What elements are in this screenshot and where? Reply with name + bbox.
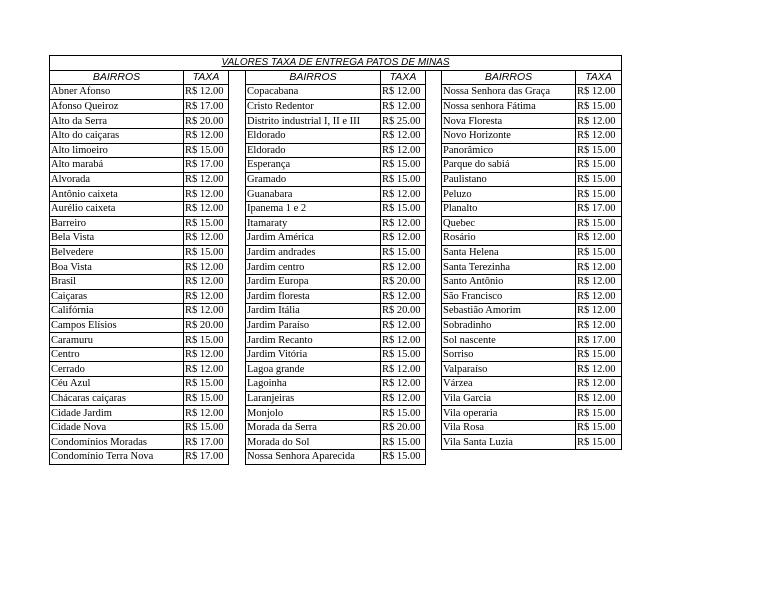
column-gap	[229, 216, 246, 231]
taxa-cell: R$ 15.00	[576, 158, 622, 173]
column-gap	[229, 274, 246, 289]
bairro-cell: Cerrado	[50, 362, 184, 377]
taxa-cell: R$ 15.00	[184, 420, 229, 435]
bairro-cell: Alto do caiçaras	[50, 128, 184, 143]
bairro-cell: Itamaraty	[246, 216, 381, 231]
column-gap	[426, 347, 442, 362]
bairro-cell: Jardim Vitória	[246, 347, 381, 362]
taxa-cell: R$ 15.00	[184, 143, 229, 158]
taxa-cell: R$ 12.00	[184, 362, 229, 377]
column-gap	[229, 143, 246, 158]
bairro-cell: Ipanema 1 e 2	[246, 201, 381, 216]
taxa-cell: R$ 15.00	[381, 158, 426, 173]
bairro-cell: Jardim Recanto	[246, 333, 381, 348]
bairro-cell: Eldorado	[246, 128, 381, 143]
column-gap	[229, 158, 246, 173]
bairro-cell: Santa Terezinha	[442, 260, 576, 275]
table-row	[50, 187, 622, 202]
bairro-cell: Distrito industrial I, II e III	[246, 114, 381, 129]
bairro-cell: Cidade Nova	[50, 420, 184, 435]
taxa-cell: R$ 12.00	[381, 362, 426, 377]
column-gap	[426, 70, 442, 85]
taxa-cell: R$ 12.00	[381, 391, 426, 406]
bairro-cell: Sobradinho	[442, 318, 576, 333]
column-gap	[426, 289, 442, 304]
taxa-cell: R$ 15.00	[381, 201, 426, 216]
header-bairros-3: BAIRROS	[442, 70, 576, 85]
taxa-cell: R$ 15.00	[576, 216, 622, 231]
taxa-cell: R$ 15.00	[184, 216, 229, 231]
bairro-cell: Peluzo	[442, 187, 576, 202]
taxa-cell: R$ 12.00	[381, 289, 426, 304]
column-gap	[229, 362, 246, 377]
bairro-cell: Alto da Serra	[50, 114, 184, 129]
table-row	[50, 201, 622, 216]
bairro-cell: Alto marabá	[50, 158, 184, 173]
bairro-cell: Planalto	[442, 201, 576, 216]
bairro-cell: Novo Horizonte	[442, 128, 576, 143]
bairro-cell: Barreiro	[50, 216, 184, 231]
taxa-cell: R$ 12.00	[381, 231, 426, 246]
bairro-cell: Vila Garcia	[442, 391, 576, 406]
taxa-cell: R$ 17.00	[576, 201, 622, 216]
table-row	[50, 114, 622, 129]
taxa-cell: R$ 15.00	[184, 377, 229, 392]
taxa-cell: R$ 12.00	[381, 187, 426, 202]
header-bairros-2: BAIRROS	[246, 70, 381, 85]
header-taxa-3: TAXA	[576, 70, 622, 85]
column-gap	[229, 99, 246, 114]
table-row	[50, 260, 622, 275]
header-row	[50, 70, 622, 85]
taxa-cell: R$ 15.00	[184, 333, 229, 348]
column-gap	[426, 85, 442, 100]
column-gap	[426, 216, 442, 231]
taxa-cell: R$ 12.00	[576, 274, 622, 289]
taxa-cell: R$ 12.00	[184, 172, 229, 187]
bairro-cell: Jardim Europa	[246, 274, 381, 289]
taxa-cell: R$ 12.00	[184, 187, 229, 202]
taxa-cell: R$ 12.00	[576, 304, 622, 319]
taxa-cell: R$ 15.00	[184, 245, 229, 260]
taxa-cell: R$ 15.00	[576, 420, 622, 435]
table-title: VALORES TAXA DE ENTREGA PATOS DE MINAS	[50, 56, 622, 71]
taxa-cell: R$ 17.00	[184, 450, 229, 465]
column-gap	[229, 391, 246, 406]
bairro-cell: Alto limoeiro	[50, 143, 184, 158]
column-gap	[426, 391, 442, 406]
taxa-cell: R$ 12.00	[576, 231, 622, 246]
bairro-cell: Afonso Queiroz	[50, 99, 184, 114]
taxa-cell: R$ 12.00	[381, 143, 426, 158]
column-gap	[426, 187, 442, 202]
taxa-cell: R$ 15.00	[184, 391, 229, 406]
bairro-cell: Sorriso	[442, 347, 576, 362]
column-gap	[229, 420, 246, 435]
column-gap	[426, 450, 442, 465]
bairro-cell: Nossa Senhora Aparecida	[246, 450, 381, 465]
column-gap	[229, 260, 246, 275]
table-row	[50, 450, 622, 465]
bairro-cell: Monjolo	[246, 406, 381, 421]
column-gap	[229, 318, 246, 333]
column-gap	[426, 245, 442, 260]
column-gap	[229, 245, 246, 260]
bairro-cell: Alvorada	[50, 172, 184, 187]
column-gap	[426, 362, 442, 377]
table-row	[50, 99, 622, 114]
bairro-cell: Condomínio Terra Nova	[50, 450, 184, 465]
taxa-cell: R$ 12.00	[184, 347, 229, 362]
table-row	[50, 333, 622, 348]
bairro-cell: Santa Helena	[442, 245, 576, 260]
taxa-cell: R$ 12.00	[184, 260, 229, 275]
bairro-cell: Panorâmico	[442, 143, 576, 158]
taxa-cell: R$ 25.00	[381, 114, 426, 129]
header-bairros-1: BAIRROS	[50, 70, 184, 85]
bairro-cell: Lagoinha	[246, 377, 381, 392]
taxa-cell: R$ 12.00	[576, 318, 622, 333]
bairro-cell: Quebec	[442, 216, 576, 231]
column-gap	[426, 158, 442, 173]
bairro-cell: Várzea	[442, 377, 576, 392]
column-gap	[426, 333, 442, 348]
taxa-cell: R$ 12.00	[184, 406, 229, 421]
table-row	[50, 216, 622, 231]
bairro-cell: Nossa Senhora das Graça	[442, 85, 576, 100]
bairro-cell: Brasil	[50, 274, 184, 289]
taxa-cell: R$ 12.00	[576, 260, 622, 275]
taxa-cell: R$ 15.00	[381, 406, 426, 421]
column-gap	[229, 114, 246, 129]
taxa-cell: R$ 12.00	[576, 114, 622, 129]
taxa-cell: R$ 12.00	[184, 304, 229, 319]
taxa-cell: R$ 15.00	[381, 450, 426, 465]
column-gap	[426, 304, 442, 319]
column-gap	[426, 435, 442, 450]
column-gap	[229, 201, 246, 216]
taxa-cell: R$ 12.00	[381, 377, 426, 392]
taxa-cell: R$ 12.00	[576, 377, 622, 392]
taxa-cell: R$ 12.00	[381, 333, 426, 348]
bairro-cell: Valparaíso	[442, 362, 576, 377]
bairro-cell: Parque do sabiá	[442, 158, 576, 173]
table-body	[50, 85, 622, 464]
column-gap	[229, 304, 246, 319]
column-gap	[229, 70, 246, 85]
taxa-cell: R$ 15.00	[381, 172, 426, 187]
table-row	[50, 245, 622, 260]
table-row	[50, 347, 622, 362]
bairro-cell: Nossa senhora Fátima	[442, 99, 576, 114]
taxa-cell: R$ 12.00	[381, 260, 426, 275]
column-gap	[229, 187, 246, 202]
taxa-cell: R$ 20.00	[184, 318, 229, 333]
delivery-fee-table	[49, 55, 622, 465]
bairro-cell: Belvedere	[50, 245, 184, 260]
column-gap	[229, 172, 246, 187]
column-gap	[229, 377, 246, 392]
taxa-cell: R$ 12.00	[381, 85, 426, 100]
column-gap	[426, 377, 442, 392]
bairro-cell: Nova Floresta	[442, 114, 576, 129]
column-gap	[229, 85, 246, 100]
taxa-cell: R$ 15.00	[381, 347, 426, 362]
column-gap	[426, 128, 442, 143]
bairro-cell: Laranjeiras	[246, 391, 381, 406]
bairro-cell: Antônio caixeta	[50, 187, 184, 202]
bairro-cell: Bela Vista	[50, 231, 184, 246]
table-row	[50, 420, 622, 435]
taxa-cell: R$ 15.00	[576, 172, 622, 187]
taxa-cell: R$ 12.00	[184, 274, 229, 289]
column-gap	[426, 99, 442, 114]
taxa-cell: R$ 12.00	[381, 318, 426, 333]
table-row	[50, 289, 622, 304]
bairro-cell: Sol nascente	[442, 333, 576, 348]
column-gap	[426, 143, 442, 158]
bairro-cell: Vila Rosa	[442, 420, 576, 435]
taxa-cell: R$ 20.00	[381, 274, 426, 289]
taxa-cell: R$ 12.00	[381, 128, 426, 143]
column-gap	[229, 450, 246, 465]
column-gap	[229, 406, 246, 421]
table-row	[50, 143, 622, 158]
bairro-cell: Lagoa grande	[246, 362, 381, 377]
bairro-cell: Jardim andrades	[246, 245, 381, 260]
taxa-cell: R$ 17.00	[184, 158, 229, 173]
taxa-cell: R$ 15.00	[576, 347, 622, 362]
table-row	[50, 406, 622, 421]
header-taxa-1: TAXA	[184, 70, 229, 85]
taxa-cell: R$ 15.00	[576, 435, 622, 450]
table-row	[50, 231, 622, 246]
column-gap	[426, 420, 442, 435]
table-row	[50, 128, 622, 143]
title-row	[50, 56, 622, 71]
bairro-cell: Rosário	[442, 231, 576, 246]
taxa-cell: R$ 12.00	[184, 289, 229, 304]
column-gap	[426, 318, 442, 333]
column-gap	[426, 406, 442, 421]
column-gap	[426, 114, 442, 129]
bairro-cell: Eldorado	[246, 143, 381, 158]
taxa-cell: R$ 12.00	[184, 85, 229, 100]
empty-cell	[576, 450, 622, 465]
taxa-cell: R$ 12.00	[576, 289, 622, 304]
bairro-cell: Céu Azul	[50, 377, 184, 392]
taxa-cell: R$ 17.00	[184, 435, 229, 450]
taxa-cell: R$ 15.00	[576, 187, 622, 202]
taxa-cell: R$ 12.00	[576, 391, 622, 406]
bairro-cell: Morada do Sol	[246, 435, 381, 450]
taxa-cell: R$ 15.00	[381, 435, 426, 450]
bairro-cell: Centro	[50, 347, 184, 362]
bairro-cell: Condomínios Moradas	[50, 435, 184, 450]
bairro-cell: Vila Santa Luzia	[442, 435, 576, 450]
table-row	[50, 362, 622, 377]
taxa-cell: R$ 15.00	[576, 245, 622, 260]
column-gap	[426, 201, 442, 216]
taxa-cell: R$ 15.00	[576, 406, 622, 421]
taxa-cell: R$ 20.00	[381, 304, 426, 319]
table-row	[50, 85, 622, 100]
bairro-cell: Sebastião Amorim	[442, 304, 576, 319]
bairro-cell: Jardim centro	[246, 260, 381, 275]
column-gap	[229, 435, 246, 450]
taxa-cell: R$ 17.00	[184, 99, 229, 114]
taxa-cell: R$ 15.00	[576, 143, 622, 158]
bairro-cell: Jardim América	[246, 231, 381, 246]
bairro-cell: Paulistano	[442, 172, 576, 187]
column-gap	[426, 172, 442, 187]
taxa-cell: R$ 20.00	[381, 420, 426, 435]
bairro-cell: São Francisco	[442, 289, 576, 304]
bairro-cell: Jardim Paraíso	[246, 318, 381, 333]
taxa-cell: R$ 12.00	[184, 201, 229, 216]
bairro-cell: Aurélio caixeta	[50, 201, 184, 216]
bairro-cell: Gramado	[246, 172, 381, 187]
column-gap	[229, 333, 246, 348]
column-gap	[426, 274, 442, 289]
column-gap	[426, 231, 442, 246]
taxa-cell: R$ 12.00	[381, 99, 426, 114]
table-row	[50, 172, 622, 187]
bairro-cell: Caiçaras	[50, 289, 184, 304]
table-row	[50, 391, 622, 406]
bairro-cell: Califórnia	[50, 304, 184, 319]
table-row	[50, 274, 622, 289]
taxa-cell: R$ 12.00	[576, 85, 622, 100]
bairro-cell: Chácaras caiçaras	[50, 391, 184, 406]
column-gap	[426, 260, 442, 275]
taxa-cell: R$ 12.00	[576, 362, 622, 377]
table-row	[50, 158, 622, 173]
empty-cell	[442, 450, 576, 465]
bairro-cell: Boa Vista	[50, 260, 184, 275]
bairro-cell: Caramuru	[50, 333, 184, 348]
taxa-cell: R$ 12.00	[184, 128, 229, 143]
bairro-cell: Campos Elísios	[50, 318, 184, 333]
taxa-cell: R$ 12.00	[184, 231, 229, 246]
table-row	[50, 377, 622, 392]
taxa-cell: R$ 12.00	[576, 128, 622, 143]
bairro-cell: Jardim Itália	[246, 304, 381, 319]
bairro-cell: Santo Antônio	[442, 274, 576, 289]
bairro-cell: Esperança	[246, 158, 381, 173]
taxa-cell: R$ 15.00	[576, 99, 622, 114]
table-row	[50, 435, 622, 450]
table-row	[50, 304, 622, 319]
bairro-cell: Morada da Serra	[246, 420, 381, 435]
taxa-cell: R$ 12.00	[381, 216, 426, 231]
table-row	[50, 318, 622, 333]
bairro-cell: Cidade Jardim	[50, 406, 184, 421]
bairro-cell: Vila operaria	[442, 406, 576, 421]
column-gap	[229, 289, 246, 304]
column-gap	[229, 347, 246, 362]
bairro-cell: Guanabara	[246, 187, 381, 202]
bairro-cell: Cristo Redentor	[246, 99, 381, 114]
taxa-cell: R$ 20.00	[184, 114, 229, 129]
bairro-cell: Abner Afonso	[50, 85, 184, 100]
column-gap	[229, 231, 246, 246]
bairro-cell: Copacabana	[246, 85, 381, 100]
taxa-cell: R$ 17.00	[576, 333, 622, 348]
bairro-cell: Jardim floresta	[246, 289, 381, 304]
column-gap	[229, 128, 246, 143]
taxa-cell: R$ 15.00	[381, 245, 426, 260]
header-taxa-2: TAXA	[381, 70, 426, 85]
